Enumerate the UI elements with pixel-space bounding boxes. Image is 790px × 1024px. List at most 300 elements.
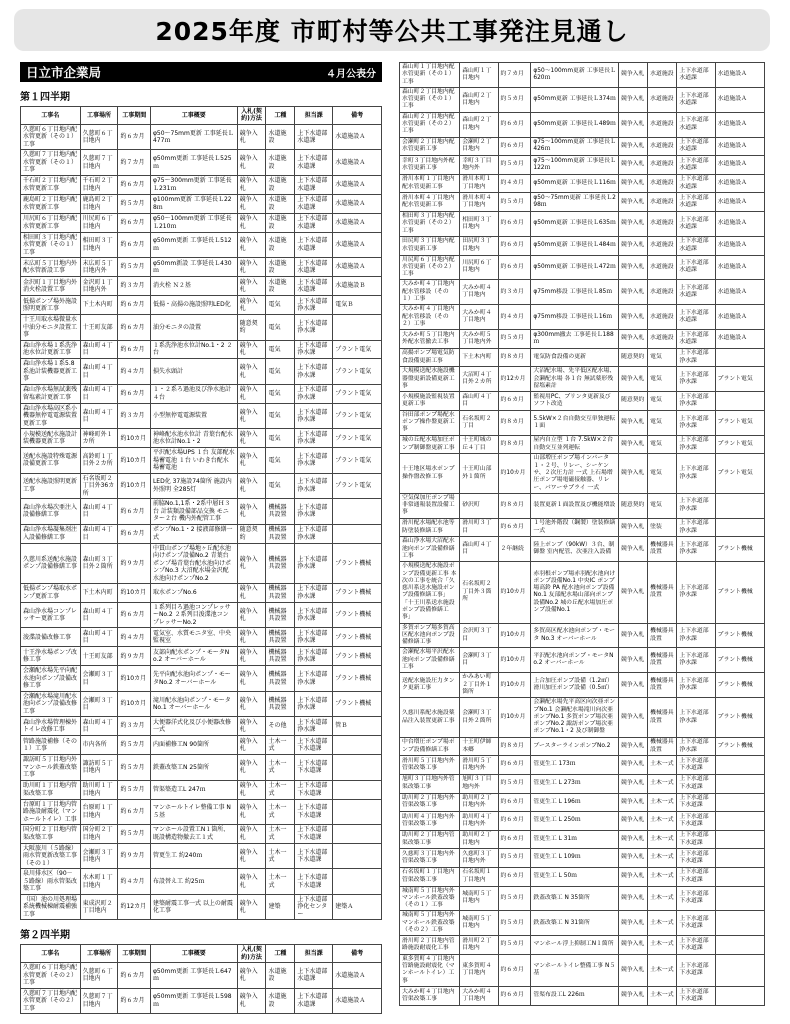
department-cell: 上下水道部浄水課 <box>677 367 715 392</box>
department-cell: 上下水道部下水道課 <box>677 911 715 936</box>
summary-cell: 鉄蓋改築工 N 31箇所 <box>531 911 619 936</box>
bid-method-cell: 競争入札 <box>618 562 647 623</box>
work-name-cell: 森山浄水場１系5.8系池計装機器更新工事 <box>21 359 81 384</box>
table-row <box>21 988 382 1013</box>
bid-method-cell: 競争入札 <box>618 537 647 562</box>
period-cell: 約６カ月 <box>498 255 531 280</box>
bid-method-cell: 競争入札 <box>618 156 647 175</box>
work-name-cell: 金沢町１丁目地内外消火栓設置工事 <box>21 277 81 296</box>
department-cell: 上下水道部水道課 <box>677 137 715 156</box>
work-type-cell: 水道施設 <box>266 150 295 175</box>
location-cell: 十王町友部 <box>80 315 118 340</box>
column-header: 工事期間 <box>118 945 150 963</box>
bid-method-cell: 競争入札 <box>618 756 647 775</box>
department-cell: 上下水道部水道課 <box>677 112 715 137</box>
work-name-cell: 大みか町５丁目地内外配水管撤去工事 <box>400 330 460 349</box>
location-cell: 大みか町５丁目地内外 <box>460 330 498 349</box>
summary-cell: 消火栓 Ｎ２基 <box>150 277 237 296</box>
period-cell: 約10カ月 <box>118 584 150 603</box>
table-row <box>21 628 382 647</box>
work-name-cell: 森山浄水場コンプレッサー更新工事 <box>21 602 81 627</box>
period-cell: 約12カ月 <box>118 894 150 919</box>
work-name-cell: 会瀬配水場平沢配水池向ポンプ設備修繕工事 <box>400 648 460 673</box>
department-cell: 上下水道部水道課 <box>677 330 715 349</box>
work-name-cell: 高揚ポンプ場電気防食設備更新工事 <box>400 348 460 367</box>
summary-cell: 取水ポンプNo.6 <box>150 584 237 603</box>
location-cell: 石名坂町１丁目地内 <box>460 867 498 886</box>
bid-method-cell: 競争入札 <box>618 987 647 1006</box>
bid-method-cell: 競争入札 <box>618 849 647 868</box>
work-type-cell: 電気 <box>266 403 295 428</box>
summary-cell: 管更生工 約240ｍ <box>150 843 237 868</box>
table-row <box>21 584 382 603</box>
work-name-cell: 久慈町７丁目地内配水管更新（その２）工事 <box>21 988 81 1013</box>
work-type-cell: 水道施設 <box>266 232 295 257</box>
work-name-cell: 滑川町２丁目地内管路施設耐震化工事 <box>400 936 460 955</box>
period-cell: 約６カ月 <box>118 175 150 194</box>
bid-method-cell: 競争入札 <box>237 340 266 359</box>
remarks-cell: 水道施設Ａ <box>333 213 382 232</box>
remarks-cell: 水道施設Ａ <box>715 156 764 175</box>
work-type-cell: 電気 <box>648 454 677 493</box>
department-cell: 上下水道部浄水課 <box>677 493 715 518</box>
summary-cell: 大便器洋式化及び小便器改修 一式 <box>150 717 237 736</box>
work-name-cell: 滑川町５丁目地内外管渠改築工事 <box>400 756 460 775</box>
work-type-cell: 土木一式 <box>648 987 677 1006</box>
period-cell: 約４カ月 <box>118 869 150 894</box>
bid-method-cell: 競争入札 <box>237 894 266 919</box>
table-row <box>21 194 382 213</box>
table-row <box>21 717 382 736</box>
bid-method-cell: 競争入札 <box>237 755 266 780</box>
bid-method-cell: 競争入札 <box>618 112 647 137</box>
period-cell: 約５カ月 <box>118 755 150 780</box>
period-cell: 約６カ月 <box>118 124 150 149</box>
work-type-cell: 土木一式 <box>266 736 295 755</box>
summary-cell: 5.5kW×２台自動交互単独運転 １面 <box>531 410 619 435</box>
remarks-cell <box>715 774 764 793</box>
work-type-cell: 水道施設 <box>648 280 677 305</box>
summary-cell: φ75mm移設 工事延長Ｌ16ｍ <box>531 305 619 330</box>
work-name-cell: 滑川本町４丁目地内配水管更新工事 <box>400 193 460 212</box>
period-cell: 約５カ月 <box>498 87 531 112</box>
work-name-cell: 森山浄水場１系洗浄池水位計更新工事 <box>21 340 81 359</box>
work-type-cell: 電気 <box>266 296 295 315</box>
bid-method-cell: 競争入札 <box>237 843 266 868</box>
period-cell: 約５カ月 <box>118 258 150 277</box>
department-cell: 上下水道部水道課 <box>295 124 333 149</box>
remarks-cell: 水道施設Ｂ <box>333 277 382 296</box>
period-cell: 約８カ月 <box>498 435 531 454</box>
remarks-cell: 水道施設Ａ <box>333 988 382 1013</box>
bid-method-cell: 競争入札 <box>237 499 266 524</box>
column-header: 備考 <box>333 107 382 125</box>
work-name-cell: 十王浄水場ポンプ改修工事 <box>21 647 81 666</box>
department-cell: 上下水道部水道課 <box>677 305 715 330</box>
work-name-cell: 会瀬町２丁目地内配水管更新工事 <box>400 137 460 156</box>
table-row <box>400 137 765 156</box>
summary-cell: 損失水頭計 <box>150 359 237 384</box>
department-cell: 上下水道部下水道課 <box>295 843 333 868</box>
period-cell: 約９カ月 <box>118 647 150 666</box>
period-cell: 約10カ月 <box>118 666 150 691</box>
work-name-cell: 久慈川系配水施設薬品注入装置更新工事 <box>400 698 460 737</box>
period-cell: 約６カ月 <box>498 392 531 411</box>
summary-cell: φ75～100mm更新 工事延長Ｌ122ｍ <box>531 156 619 175</box>
work-type-cell: その他 <box>266 717 295 736</box>
period-cell: 約５カ月 <box>118 194 150 213</box>
work-type-cell: 水道施設 <box>648 212 677 237</box>
table-row <box>400 410 765 435</box>
left-periods <box>20 88 382 1014</box>
period-cell: 約10カ月 <box>118 691 150 716</box>
table-header-row <box>21 945 382 963</box>
work-name-cell: 十王川取水場微量水中油分モニタ設置工事 <box>21 315 81 340</box>
work-name-cell: 旭町３丁目地内外管渠改築工事 <box>400 774 460 793</box>
table-row <box>400 367 765 392</box>
work-type-cell: 電気 <box>266 384 295 403</box>
remarks-cell <box>715 518 764 537</box>
remarks-cell: プラント機械 <box>715 698 764 737</box>
location-cell: 大沼町４丁目外２カ所 <box>460 367 498 392</box>
work-type-cell: 機械器具設置 <box>266 666 295 691</box>
bid-method-cell: 競争入札 <box>237 963 266 988</box>
work-type-cell: 水道施設 <box>266 213 295 232</box>
summary-cell: １系洗浄池水位計No.1・2 ２台 <box>150 340 237 359</box>
period-cell: 約４カ月 <box>498 174 531 193</box>
remarks-cell <box>333 799 382 824</box>
bid-method-cell: 競争入札 <box>618 435 647 454</box>
department-cell: 上下水道部下水道課 <box>677 830 715 849</box>
work-name-cell: 台原町１丁目地内管路施設耐震化（マンホールトイレ）工事 <box>21 799 81 824</box>
work-type-cell: 機械器具設置 <box>648 648 677 673</box>
table-row <box>400 156 765 175</box>
department-cell: 上下水道部下水道課 <box>295 799 333 824</box>
summary-cell: φ50mm更新 工事延長Ｌ116ｍ <box>531 174 619 193</box>
summary-cell: 油分モニタの設置 <box>150 315 237 340</box>
summary-cell: 内面補修工N 90箇所 <box>150 736 237 755</box>
bid-method-cell: 競争入札 <box>618 830 647 849</box>
remarks-cell: プラント機械 <box>715 648 764 673</box>
bid-method-cell: 競争入札 <box>237 717 266 736</box>
remarks-cell <box>333 780 382 799</box>
work-type-cell: 水道施設 <box>266 124 295 149</box>
remarks-cell: プラント機械 <box>333 602 382 627</box>
location-cell: 川尻町６丁目地内 <box>80 213 118 232</box>
bid-method-cell: 競争入札 <box>618 698 647 737</box>
remarks-cell <box>333 755 382 780</box>
summary-cell: １・２系ろ過池及び浄水池計４台 <box>150 384 237 403</box>
location-cell: 大みか町４丁目地内 <box>460 280 498 305</box>
summary-cell: φ75～100mm更新 工事延長Ｌ426ｍ <box>531 137 619 156</box>
period-cell: 約７カ月 <box>118 150 150 175</box>
bid-method-cell: 競争入札 <box>237 384 266 403</box>
work-type-cell: 機械器具設置 <box>648 673 677 698</box>
work-name-cell: 末広町５丁目地内外配水管新設工事 <box>21 258 81 277</box>
department-cell: 上下水道部下水道課 <box>677 774 715 793</box>
period-cell: 約６カ月 <box>498 954 531 986</box>
table-row <box>21 124 382 149</box>
work-type-cell: 水道施設 <box>266 194 295 213</box>
summary-cell: 装置更新１面設置及び機能増設 <box>531 493 619 518</box>
work-name-cell: 森山浄水場高区系小機器無停電電源装置更新工事 <box>21 403 81 428</box>
work-type-cell: 土木一式 <box>648 830 677 849</box>
period-cell: 約10カ月 <box>118 429 150 448</box>
department-cell: 上下水道部浄水課 <box>677 537 715 562</box>
work-name-cell: 久慈町６丁目地内配水管更新（その１）工事 <box>21 124 81 149</box>
location-cell: 鹿島町２丁目地内 <box>80 194 118 213</box>
work-type-cell: 水道施設 <box>648 305 677 330</box>
column-header: 入札(契約)方法 <box>237 945 266 963</box>
table-row <box>21 602 382 627</box>
work-name-cell: 久慈町６丁目地内配水管更新（その２）工事 <box>21 963 81 988</box>
table-row <box>400 987 765 1006</box>
period-cell: 約４カ月 <box>118 359 150 384</box>
work-name-cell: 低揚ポンプ場取水ポンプ更新工事 <box>21 584 81 603</box>
remarks-cell: プラント機械 <box>333 647 382 666</box>
location-cell: 森山町３丁目外２箇所 <box>80 543 118 583</box>
work-type-cell: 土木一式 <box>266 843 295 868</box>
work-type-cell: 機械器具設置 <box>266 647 295 666</box>
location-cell: 千石町２丁目地内 <box>80 175 118 194</box>
location-cell: 助川町１丁目地内 <box>80 780 118 799</box>
period-cell: 約３カ月 <box>118 717 150 736</box>
period-cell: 約５カ月 <box>498 156 531 175</box>
table-row <box>21 150 382 175</box>
bid-method-cell: 競争入札 <box>237 602 266 627</box>
work-name-cell: 管路施設補修（その１）工事 <box>21 736 81 755</box>
location-cell: 国分町２丁目地内 <box>80 824 118 843</box>
table-row <box>21 736 382 755</box>
department-cell: 上下水道部水道課 <box>677 212 715 237</box>
summary-cell: 管更生工 L 250ｍ <box>531 812 619 831</box>
bid-method-cell: 競争入札 <box>237 277 266 296</box>
column-header: 担当課 <box>295 945 333 963</box>
table-row <box>400 112 765 137</box>
table-row <box>400 193 765 212</box>
location-cell: 下土木内町 <box>80 296 118 315</box>
work-name-cell: 城南町５丁目地内外マンホール鉄蓋改築（その１）工事 <box>400 886 460 911</box>
department-cell: 上下水道部浄水課 <box>295 524 333 543</box>
table-row <box>400 435 765 454</box>
period-cell: 約10カ月 <box>118 448 150 473</box>
remarks-cell <box>715 936 764 955</box>
department-cell: 上下水道部水道課 <box>295 277 333 296</box>
work-type-cell: 電気 <box>648 367 677 392</box>
work-name-cell: 鹿島町２丁目地内配水管更新工事 <box>21 194 81 213</box>
bid-method-cell: 競争入札 <box>618 367 647 392</box>
department-cell: 上下水道部浄水課 <box>677 392 715 411</box>
period-cell: 約４カ月 <box>118 628 150 647</box>
department-cell: 上下水道部浄水課 <box>295 429 333 448</box>
location-cell: 市内各所 <box>80 736 118 755</box>
department-cell: 上下水道部下水道課 <box>677 936 715 955</box>
period-cell: 約６カ月 <box>498 236 531 255</box>
table-row <box>400 87 765 112</box>
location-cell: 田尻町３丁目地内 <box>460 236 498 255</box>
column-header: 工事概要 <box>150 107 237 125</box>
period-cell: 約10カ月 <box>118 473 150 498</box>
table-row <box>400 305 765 330</box>
location-cell: 会瀬町２丁目地内 <box>460 137 498 156</box>
location-cell: 助川町２丁目地内 <box>460 830 498 849</box>
department-cell: 上下水道部下水道課 <box>295 869 333 894</box>
work-type-cell: 土木一式 <box>648 886 677 911</box>
bid-method-cell: 競争入札 <box>237 124 266 149</box>
location-cell: 十王町友部 <box>80 647 118 666</box>
table-row <box>400 673 765 698</box>
work-type-cell: 土木一式 <box>266 824 295 843</box>
work-name-cell: 久慈町７丁目地内配水管更新（その１）工事 <box>21 150 81 175</box>
summary-cell: 屋内自立型 １台 7.5kW×２台自動交互並列運転 <box>531 435 619 454</box>
summary-cell: １号池外階段（鋼製）塗装修繕一式 <box>531 518 619 537</box>
work-type-cell: 機械器具設置 <box>266 628 295 647</box>
work-name-cell: 久慈町３丁目地内外管渠改築工事 <box>400 849 460 868</box>
period-cell: 約６カ月 <box>498 518 531 537</box>
location-cell: 台原町１丁目地内 <box>80 799 118 824</box>
table-row <box>400 236 765 255</box>
work-type-cell: 機械器具設置 <box>266 499 295 524</box>
remarks-cell: プラント電気 <box>715 367 764 392</box>
work-name-cell: 大みか町４丁目地内配水管移設（その１）工事 <box>400 280 460 305</box>
remarks-cell <box>333 736 382 755</box>
work-type-cell: 水道施設 <box>648 156 677 175</box>
location-cell: 滑川本町１丁目地内 <box>460 174 498 193</box>
department-cell: 上下水道部浄水課 <box>677 623 715 648</box>
remarks-cell: 水道施設Ａ <box>715 137 764 156</box>
work-name-cell: 浚渫設備改修工事 <box>21 628 81 647</box>
summary-cell: 管更生工 173ｍ <box>531 756 619 775</box>
location-cell: 石名坂町２丁目 <box>460 410 498 435</box>
bid-method-cell: 競争入札 <box>618 410 647 435</box>
work-type-cell: 土木一式 <box>266 799 295 824</box>
remarks-cell: 水道施設Ａ <box>333 232 382 257</box>
remarks-cell: プラント機械 <box>333 584 382 603</box>
department-cell: 上下水道部浄水課 <box>677 454 715 493</box>
department-cell: 上下水道部水道課 <box>677 63 715 88</box>
work-type-cell: 電気 <box>266 429 295 448</box>
bid-method-cell: 競争入札 <box>618 454 647 493</box>
table-row <box>400 255 765 280</box>
column-header: 工種 <box>266 107 295 125</box>
table-row <box>21 691 382 716</box>
bid-method-cell: 競争入札 <box>618 518 647 537</box>
location-cell: 下土木内町 <box>460 348 498 367</box>
work-name-cell: 森山浄水場大沼配水池向ポンプ設備修繕工事 <box>400 537 460 562</box>
bid-method-cell: 随意契約 <box>237 315 266 340</box>
table-row <box>21 403 382 428</box>
bid-method-cell: 随意契約 <box>237 524 266 543</box>
summary-cell: マンホール浮上抑制工N１箇所 <box>531 936 619 955</box>
remarks-cell: プラント電気 <box>715 435 764 454</box>
department-cell: 上下水道部水道課 <box>295 963 333 988</box>
department-cell: 上下水道部水道課 <box>295 175 333 194</box>
remarks-cell: 水道施設Ａ <box>333 963 382 988</box>
work-name-cell: 小規模施設監視装置更新工事 <box>400 392 460 411</box>
remarks-cell: プラント機械 <box>715 673 764 698</box>
location-cell: 滑川町３丁目 <box>460 518 498 537</box>
location-cell: 森山町２丁目地内 <box>460 112 498 137</box>
work-name-cell: 助川町２丁目地内管渠改築工事 <box>400 830 460 849</box>
work-type-cell: 水道施設 <box>648 255 677 280</box>
summary-cell: 管更生工 L 31ｍ <box>531 830 619 849</box>
remarks-cell: 水道施設Ａ <box>715 280 764 305</box>
work-name-cell: 石名坂町１丁目地内管渠改築工事 <box>400 867 460 886</box>
summary-cell: φ50mm更新 工事延長Ｌ489ｍ <box>531 112 619 137</box>
department-cell: 上下水道部下水道課 <box>677 954 715 986</box>
table-row <box>21 315 382 340</box>
remarks-cell: 水道施設Ａ <box>715 63 764 88</box>
remarks-cell: プラント機械 <box>715 623 764 648</box>
summary-cell: 監視用PC、プリンタ更新及びソフト改造 <box>531 392 619 411</box>
location-cell: 川尻町６丁目地内 <box>460 255 498 280</box>
location-cell: 助川町２丁目地内外 <box>460 793 498 812</box>
department-cell: 上下水道部浄水課 <box>295 691 333 716</box>
department-cell: 上下水道部浄水課 <box>295 628 333 647</box>
location-cell: 末広町５丁目地内外 <box>80 258 118 277</box>
location-cell: 相田町３丁目地内 <box>80 232 118 257</box>
department-cell: 上下水道部浄水課 <box>677 698 715 737</box>
work-name-cell: 大規模送配水施設機器盤更新設備更新工事 <box>400 367 460 392</box>
work-name-cell: 低揚ポンプ場外施設照明更新工事 <box>21 296 81 315</box>
bid-method-cell: 競争入札 <box>618 648 647 673</box>
section-header <box>20 62 382 82</box>
summary-cell: 陸上ポンプ（90kW）３台、制御盤 室内配管、次亜注入設備 <box>531 537 619 562</box>
summary-cell: 小型無停電電源装置 <box>150 403 237 428</box>
department-cell: 上下水道部浄水課 <box>295 359 333 384</box>
work-name-cell: 送配水施設圧力タンク更新工事 <box>400 673 460 698</box>
summary-cell: φ50mm新設 工事延長Ｌ430ｍ <box>150 258 237 277</box>
period-cell: 約６カ月 <box>498 137 531 156</box>
period-cell: 約６カ月 <box>118 524 150 543</box>
department-cell: 上下水道部浄水課 <box>295 340 333 359</box>
summary-cell: 山部増圧ポンプ場インバータ１・２号、リレー、シーケンサ、２次圧力計 一式 上石場増圧ポンプ場電磁接触器、リレー、パワーサプライ 一式 <box>531 454 619 493</box>
location-cell: 相田町３丁目地内 <box>460 212 498 237</box>
remarks-cell <box>715 493 764 518</box>
remarks-cell: プラント電気 <box>333 403 382 428</box>
work-name-cell: 相田町３丁目地内配水管更新（その１）工事 <box>21 232 81 257</box>
period-cell: 約12カ月 <box>498 367 531 392</box>
location-cell: 会瀬町３丁目 <box>80 666 118 691</box>
remarks-cell <box>333 843 382 868</box>
table-row <box>21 258 382 277</box>
table-row <box>400 280 765 305</box>
summary-cell: マンホール設置工N１箇所、既設構造物撤去工１式 <box>150 824 237 843</box>
period-cell: 約６カ月 <box>498 812 531 831</box>
work-name-cell: 久慈川系送配水施設ポンプ設備修繕工事 <box>21 543 81 583</box>
remarks-cell <box>333 499 382 524</box>
period-table <box>20 944 382 1014</box>
period-cell: 約５カ月 <box>498 849 531 868</box>
location-cell: 森山町４丁目 <box>80 499 118 524</box>
remarks-cell <box>715 830 764 849</box>
work-type-cell: 水道施設 <box>266 277 295 296</box>
department-cell: 上下水道部水道課 <box>295 232 333 257</box>
period-cell: 約８カ月 <box>498 737 531 756</box>
bid-method-cell: 競争入札 <box>618 911 647 936</box>
department-cell: 上下水道部浄水課 <box>295 647 333 666</box>
period-cell: 約10カ月 <box>498 454 531 493</box>
department-cell: 上下水道部浄水課 <box>677 518 715 537</box>
location-cell: 東多賀町４丁目地内 <box>460 954 498 986</box>
summary-cell: マンホールトイレ整備工事 N５基 <box>531 954 619 986</box>
period-cell: 約３カ月 <box>118 277 150 296</box>
period-cell: 約８カ月 <box>498 348 531 367</box>
remarks-cell: プラント機械 <box>715 737 764 756</box>
work-name-cell: 森山浄水場無試薬残留塩素計更新工事 <box>21 384 81 403</box>
remarks-cell <box>715 756 764 775</box>
table-row <box>21 543 382 583</box>
